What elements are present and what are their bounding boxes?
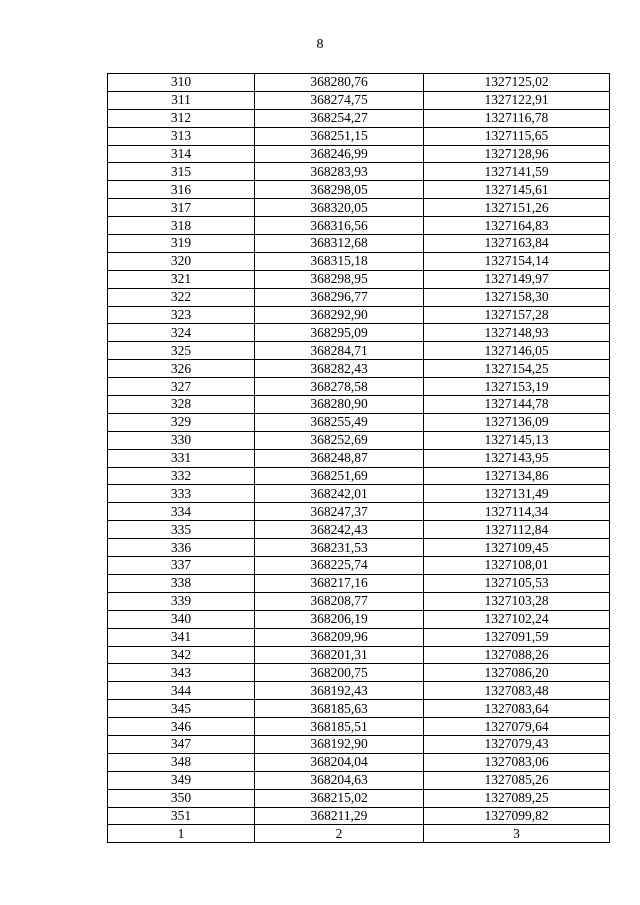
x-coordinate-cell: 368298,05 bbox=[255, 181, 424, 199]
page-number: 8 bbox=[316, 37, 324, 52]
point-number-cell: 341 bbox=[108, 628, 255, 646]
point-number-cell: 311 bbox=[108, 91, 255, 109]
y-coordinate-cell: 1327136,09 bbox=[424, 413, 610, 431]
x-coordinate-cell: 368231,53 bbox=[255, 539, 424, 557]
table-row bbox=[108, 700, 610, 718]
x-coordinate-cell: 368284,71 bbox=[255, 342, 424, 360]
table-row bbox=[108, 503, 610, 521]
point-number-cell: 348 bbox=[108, 753, 255, 771]
table-row bbox=[108, 306, 610, 324]
table-row bbox=[108, 360, 610, 378]
point-number-cell: 310 bbox=[108, 74, 255, 92]
table-row bbox=[108, 646, 610, 664]
coordinates-table bbox=[107, 73, 610, 843]
y-coordinate-cell: 1327088,26 bbox=[424, 646, 610, 664]
point-number-cell: 336 bbox=[108, 539, 255, 557]
x-coordinate-cell: 368282,43 bbox=[255, 360, 424, 378]
point-number-cell: 339 bbox=[108, 592, 255, 610]
point-number-cell: 327 bbox=[108, 378, 255, 396]
table-row bbox=[108, 91, 610, 109]
y-coordinate-cell: 1327099,82 bbox=[424, 807, 610, 825]
x-coordinate-cell: 368208,77 bbox=[255, 592, 424, 610]
coordinates-table-body bbox=[108, 74, 610, 843]
x-coordinate-cell: 368292,90 bbox=[255, 306, 424, 324]
x-coordinate-cell: 368298,95 bbox=[255, 270, 424, 288]
table-row bbox=[108, 431, 610, 449]
point-number-cell: 319 bbox=[108, 235, 255, 253]
y-coordinate-cell: 1327131,49 bbox=[424, 485, 610, 503]
x-coordinate-cell: 368251,69 bbox=[255, 467, 424, 485]
point-number-cell: 316 bbox=[108, 181, 255, 199]
table-row bbox=[108, 217, 610, 235]
y-coordinate-cell: 1327163,84 bbox=[424, 235, 610, 253]
x-coordinate-cell: 368242,01 bbox=[255, 485, 424, 503]
x-coordinate-cell: 368204,04 bbox=[255, 753, 424, 771]
point-number-cell: 346 bbox=[108, 718, 255, 736]
y-coordinate-cell: 1327109,45 bbox=[424, 539, 610, 557]
y-coordinate-cell: 1327083,06 bbox=[424, 753, 610, 771]
y-coordinate-cell: 1327128,96 bbox=[424, 145, 610, 163]
x-coordinate-cell: 368192,90 bbox=[255, 735, 424, 753]
x-coordinate-cell: 368316,56 bbox=[255, 217, 424, 235]
y-coordinate-cell: 1327086,20 bbox=[424, 664, 610, 682]
x-coordinate-cell: 368295,09 bbox=[255, 324, 424, 342]
table-row bbox=[108, 378, 610, 396]
table-row bbox=[108, 753, 610, 771]
y-coordinate-cell: 1327143,95 bbox=[424, 449, 610, 467]
y-coordinate-cell: 1327154,25 bbox=[424, 360, 610, 378]
column-number-cell: 3 bbox=[424, 825, 610, 843]
x-coordinate-cell: 368192,43 bbox=[255, 682, 424, 700]
table-row bbox=[108, 109, 610, 127]
table-row bbox=[108, 324, 610, 342]
y-coordinate-cell: 1327153,19 bbox=[424, 378, 610, 396]
point-number-cell: 331 bbox=[108, 449, 255, 467]
y-coordinate-cell: 1327122,91 bbox=[424, 91, 610, 109]
point-number-cell: 343 bbox=[108, 664, 255, 682]
table-row bbox=[108, 718, 610, 736]
table-row bbox=[108, 628, 610, 646]
table-row bbox=[108, 574, 610, 592]
x-coordinate-cell: 368315,18 bbox=[255, 252, 424, 270]
table-row bbox=[108, 664, 610, 682]
table-row bbox=[108, 163, 610, 181]
x-coordinate-cell: 368278,58 bbox=[255, 378, 424, 396]
point-number-cell: 321 bbox=[108, 270, 255, 288]
table-row bbox=[108, 789, 610, 807]
point-number-cell: 351 bbox=[108, 807, 255, 825]
y-coordinate-cell: 1327164,83 bbox=[424, 217, 610, 235]
point-number-cell: 318 bbox=[108, 217, 255, 235]
y-coordinate-cell: 1327089,25 bbox=[424, 789, 610, 807]
table-row bbox=[108, 127, 610, 145]
point-number-cell: 330 bbox=[108, 431, 255, 449]
y-coordinate-cell: 1327102,24 bbox=[424, 610, 610, 628]
x-coordinate-cell: 368206,19 bbox=[255, 610, 424, 628]
point-number-cell: 326 bbox=[108, 360, 255, 378]
y-coordinate-cell: 1327145,13 bbox=[424, 431, 610, 449]
x-coordinate-cell: 368255,49 bbox=[255, 413, 424, 431]
y-coordinate-cell: 1327157,28 bbox=[424, 306, 610, 324]
x-coordinate-cell: 368320,05 bbox=[255, 199, 424, 217]
y-coordinate-cell: 1327154,14 bbox=[424, 252, 610, 270]
x-coordinate-cell: 368247,37 bbox=[255, 503, 424, 521]
table-row bbox=[108, 521, 610, 539]
table-row bbox=[108, 342, 610, 360]
point-number-cell: 324 bbox=[108, 324, 255, 342]
point-number-cell: 335 bbox=[108, 521, 255, 539]
point-number-cell: 323 bbox=[108, 306, 255, 324]
y-coordinate-cell: 1327158,30 bbox=[424, 288, 610, 306]
table-row bbox=[108, 539, 610, 557]
table-row bbox=[108, 467, 610, 485]
x-coordinate-cell: 368185,51 bbox=[255, 718, 424, 736]
point-number-cell: 320 bbox=[108, 252, 255, 270]
y-coordinate-cell: 1327145,61 bbox=[424, 181, 610, 199]
point-number-cell: 349 bbox=[108, 771, 255, 789]
x-coordinate-cell: 368283,93 bbox=[255, 163, 424, 181]
y-coordinate-cell: 1327091,59 bbox=[424, 628, 610, 646]
y-coordinate-cell: 1327144,78 bbox=[424, 396, 610, 414]
x-coordinate-cell: 368280,76 bbox=[255, 74, 424, 92]
point-number-cell: 344 bbox=[108, 682, 255, 700]
y-coordinate-cell: 1327116,78 bbox=[424, 109, 610, 127]
table-row bbox=[108, 199, 610, 217]
table-row bbox=[108, 252, 610, 270]
x-coordinate-cell: 368200,75 bbox=[255, 664, 424, 682]
point-number-cell: 315 bbox=[108, 163, 255, 181]
point-number-cell: 340 bbox=[108, 610, 255, 628]
x-coordinate-cell: 368246,99 bbox=[255, 145, 424, 163]
table-row bbox=[108, 485, 610, 503]
table-row bbox=[108, 735, 610, 753]
table-row bbox=[108, 557, 610, 575]
table-row bbox=[108, 235, 610, 253]
point-number-cell: 313 bbox=[108, 127, 255, 145]
point-number-cell: 329 bbox=[108, 413, 255, 431]
table-row bbox=[108, 396, 610, 414]
point-number-cell: 350 bbox=[108, 789, 255, 807]
y-coordinate-cell: 1327105,53 bbox=[424, 574, 610, 592]
y-coordinate-cell: 1327134,86 bbox=[424, 467, 610, 485]
y-coordinate-cell: 1327151,26 bbox=[424, 199, 610, 217]
x-coordinate-cell: 368204,63 bbox=[255, 771, 424, 789]
x-coordinate-cell: 368252,69 bbox=[255, 431, 424, 449]
table-row bbox=[108, 288, 610, 306]
x-coordinate-cell: 368211,29 bbox=[255, 807, 424, 825]
y-coordinate-cell: 1327146,05 bbox=[424, 342, 610, 360]
point-number-cell: 347 bbox=[108, 735, 255, 753]
y-coordinate-cell: 1327125,02 bbox=[424, 74, 610, 92]
table-row bbox=[108, 413, 610, 431]
table-row bbox=[108, 807, 610, 825]
table-row bbox=[108, 181, 610, 199]
y-coordinate-cell: 1327083,48 bbox=[424, 682, 610, 700]
y-coordinate-cell: 1327079,64 bbox=[424, 718, 610, 736]
table-row bbox=[108, 592, 610, 610]
y-coordinate-cell: 1327108,01 bbox=[424, 557, 610, 575]
point-number-cell: 332 bbox=[108, 467, 255, 485]
table-row bbox=[108, 449, 610, 467]
x-coordinate-cell: 368225,74 bbox=[255, 557, 424, 575]
x-coordinate-cell: 368274,75 bbox=[255, 91, 424, 109]
x-coordinate-cell: 368242,43 bbox=[255, 521, 424, 539]
table-row bbox=[108, 610, 610, 628]
x-coordinate-cell: 368280,90 bbox=[255, 396, 424, 414]
x-coordinate-cell: 368254,27 bbox=[255, 109, 424, 127]
y-coordinate-cell: 1327083,64 bbox=[424, 700, 610, 718]
x-coordinate-cell: 368296,77 bbox=[255, 288, 424, 306]
table-row bbox=[108, 270, 610, 288]
y-coordinate-cell: 1327148,93 bbox=[424, 324, 610, 342]
x-coordinate-cell: 368312,68 bbox=[255, 235, 424, 253]
column-number-cell: 2 bbox=[255, 825, 424, 843]
y-coordinate-cell: 1327112,84 bbox=[424, 521, 610, 539]
point-number-cell: 334 bbox=[108, 503, 255, 521]
point-number-cell: 314 bbox=[108, 145, 255, 163]
y-coordinate-cell: 1327085,26 bbox=[424, 771, 610, 789]
point-number-cell: 317 bbox=[108, 199, 255, 217]
point-number-cell: 328 bbox=[108, 396, 255, 414]
column-number-row bbox=[108, 825, 610, 843]
x-coordinate-cell: 368248,87 bbox=[255, 449, 424, 467]
point-number-cell: 333 bbox=[108, 485, 255, 503]
y-coordinate-cell: 1327103,28 bbox=[424, 592, 610, 610]
table-row bbox=[108, 682, 610, 700]
point-number-cell: 322 bbox=[108, 288, 255, 306]
point-number-cell: 342 bbox=[108, 646, 255, 664]
point-number-cell: 312 bbox=[108, 109, 255, 127]
y-coordinate-cell: 1327115,65 bbox=[424, 127, 610, 145]
y-coordinate-cell: 1327141,59 bbox=[424, 163, 610, 181]
point-number-cell: 337 bbox=[108, 557, 255, 575]
table-row bbox=[108, 74, 610, 92]
point-number-cell: 325 bbox=[108, 342, 255, 360]
column-number-cell: 1 bbox=[108, 825, 255, 843]
y-coordinate-cell: 1327079,43 bbox=[424, 735, 610, 753]
x-coordinate-cell: 368251,15 bbox=[255, 127, 424, 145]
table-row bbox=[108, 145, 610, 163]
x-coordinate-cell: 368185,63 bbox=[255, 700, 424, 718]
point-number-cell: 338 bbox=[108, 574, 255, 592]
x-coordinate-cell: 368215,02 bbox=[255, 789, 424, 807]
x-coordinate-cell: 368201,31 bbox=[255, 646, 424, 664]
x-coordinate-cell: 368209,96 bbox=[255, 628, 424, 646]
y-coordinate-cell: 1327114,34 bbox=[424, 503, 610, 521]
y-coordinate-cell: 1327149,97 bbox=[424, 270, 610, 288]
x-coordinate-cell: 368217,16 bbox=[255, 574, 424, 592]
point-number-cell: 345 bbox=[108, 700, 255, 718]
table-row bbox=[108, 771, 610, 789]
